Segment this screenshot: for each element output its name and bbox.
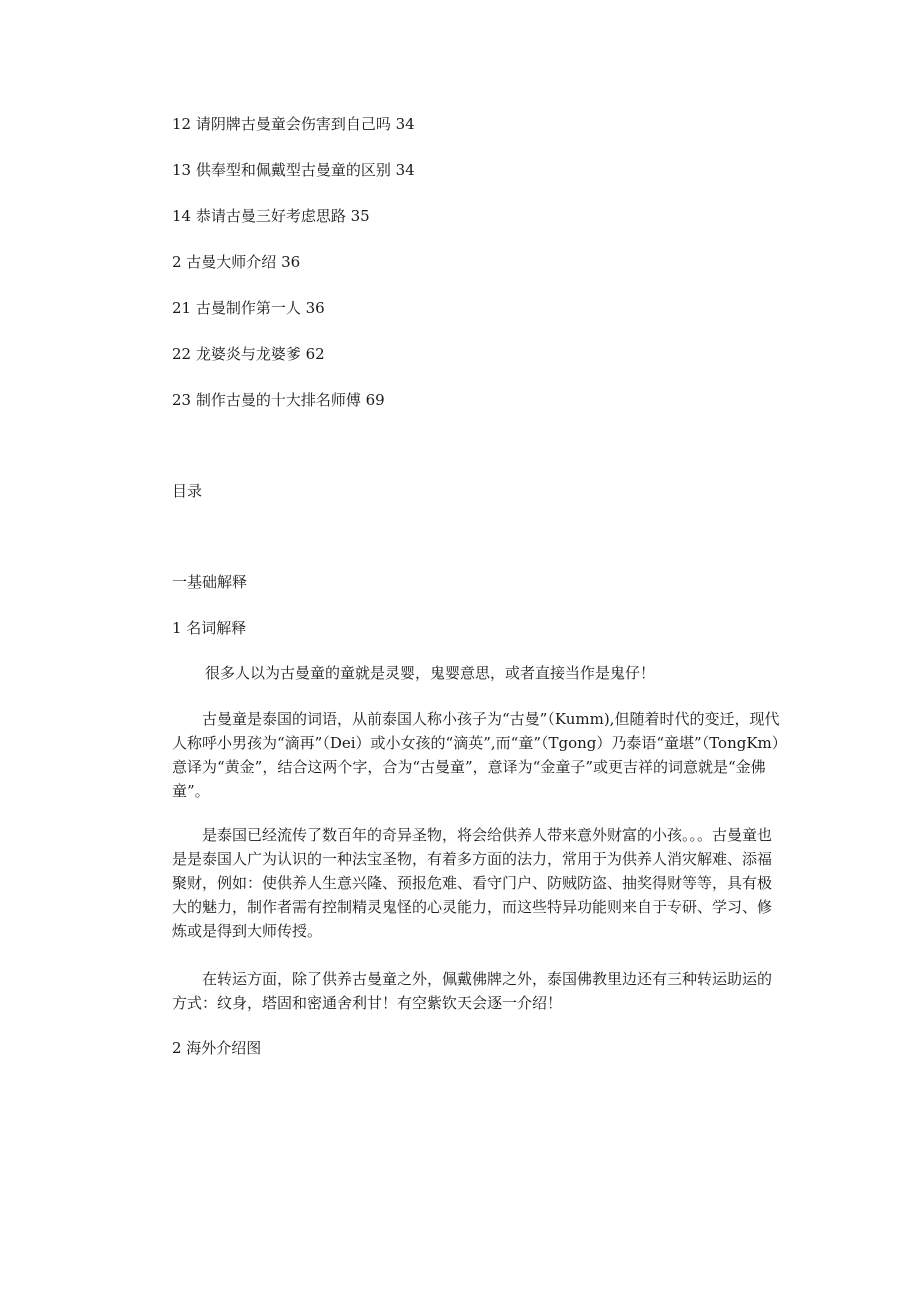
toc-entry: 21 古曼制作第一人 36 — [172, 299, 325, 317]
toc-entry: 14 恭请古曼三好考虑思路 35 — [172, 207, 370, 225]
body-paragraph: 是泰国已经流传了数百年的奇异圣物，将会给供养人带来意外财富的小孩。。。古曼童也是是泰国人广为认识的一种法宝圣物，有着多方面的法力，常用于为供养人消灾解难、添福聚财，例如：使供养人生意兴隆、预报危难、看守门户、防贼防盗、抽奖得财等等，具有极大的魅力，制作者需有控制精灵鬼怪的心灵能力，而这些特异功能则来自于专研、学习、修炼或是得到大师传授。 — [172, 826, 773, 940]
toc-entry: 22 龙婆炎与龙婆爹 62 — [172, 345, 325, 363]
toc-entry: 23 制作古曼的十大排名师傅 69 — [172, 391, 385, 409]
section-heading: 一基础解释 — [172, 573, 248, 591]
body-paragraph: 古曼童是泰国的词语，从前泰国人称小孩子为“古曼”（Kumm),但随着时代的变迁，现代人称呼小男孩为“滴再”（Dei）或小女孩的“滴英”,而“童”（Tgong）乃泰语“童堪”（TongKm）意译为“黄金”，结合这两个字，合为“古曼童”，意译为“金童子”或更吉祥的词意就是“金佛童”。 — [172, 710, 780, 800]
subsection-heading: 2 海外介绍图 — [172, 1039, 262, 1057]
contents-heading: 目录 — [172, 482, 203, 500]
body-paragraph: 在转运方面，除了供养古曼童之外，佩戴佛牌之外，泰国佛教里边还有三种转运助运的方式：纹身，塔固和密通舍利甘！有空紫钦天会逐一介绍！ — [172, 970, 773, 1012]
intro-paragraph: 很多人以为古曼童的童就是灵婴，鬼婴意思，或者直接当作是鬼仔！ — [205, 664, 656, 682]
subsection-heading: 1 名词解释 — [172, 619, 247, 637]
toc-entry: 2 古曼大师介绍 36 — [172, 253, 301, 271]
toc-entry: 13 供奉型和佩戴型古曼童的区别 34 — [172, 161, 415, 179]
toc-entry: 12 请阴牌古曼童会伤害到自己吗 34 — [172, 115, 415, 133]
